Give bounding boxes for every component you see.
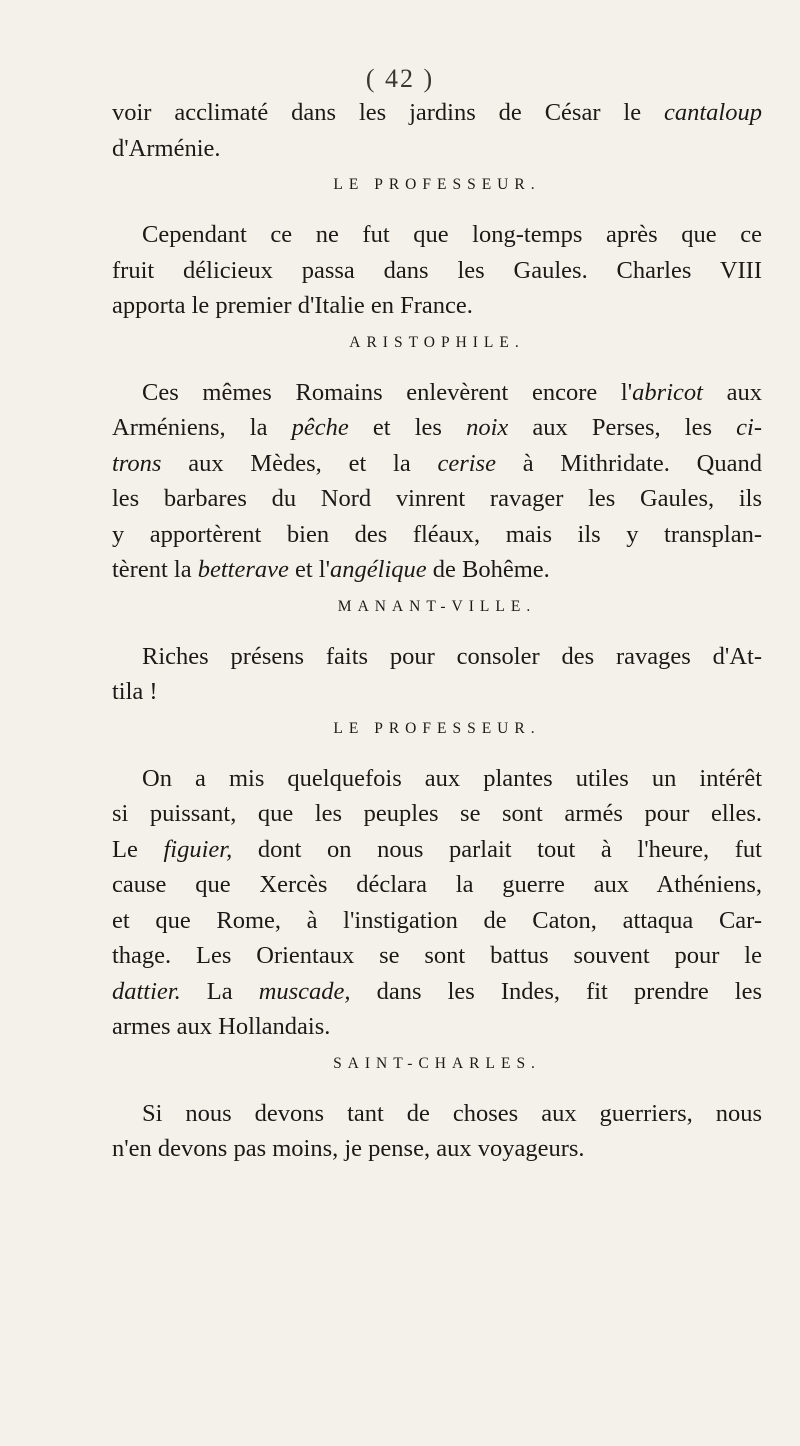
speaker-heading: MANANT-VILLE. (337, 597, 537, 615)
italic-term: abricot (632, 378, 703, 406)
text-line (112, 95, 762, 131)
text-run: cause que Xercès déclara la guerre aux Athéniens, (112, 871, 762, 898)
paragraph (112, 639, 762, 710)
italic-term: cantaloup (664, 99, 762, 126)
text-line (112, 446, 762, 482)
text-line (112, 253, 762, 289)
text-run: Ces mêmes Romains enlevèrent encore l' (142, 378, 633, 406)
text-line (112, 1009, 762, 1045)
text-run: n'en devons pas moins, je pense, aux voyageurs. (112, 1135, 585, 1162)
italic-term: trons (112, 449, 162, 477)
paragraph (112, 761, 762, 1045)
text-line (112, 938, 762, 974)
text-run: tila ! (112, 678, 158, 705)
text-run: d'Arménie. (112, 134, 221, 162)
italic-term: muscade, (258, 977, 351, 1005)
italic-term: angélique (330, 556, 427, 583)
italic-term: noix (466, 414, 509, 441)
text-line (112, 1096, 762, 1132)
text-line (112, 481, 762, 517)
text-line (112, 639, 762, 675)
italic-term: cerise (437, 449, 496, 477)
text-line (112, 375, 762, 411)
speaker-heading: LE PROFESSEUR. (333, 719, 541, 737)
paragraph (112, 95, 762, 166)
text-run: La (180, 977, 259, 1005)
text-run: Le (112, 835, 164, 863)
text-line (112, 517, 762, 553)
text-run: Riches présens faits pour consoler des ravages d'At- (142, 642, 762, 670)
paragraph (112, 217, 762, 324)
italic-term: figuier, (163, 835, 233, 863)
text-line (112, 552, 762, 588)
text-run: les barbares du Nord vinrent ravager les Gaules, ils (112, 485, 762, 512)
text-line (112, 217, 762, 253)
text-run: aux Perses, les (508, 414, 737, 441)
text-line (112, 1131, 762, 1167)
paragraph (112, 375, 762, 588)
text-line (112, 796, 762, 832)
italic-term: dattier. (112, 977, 181, 1005)
text-run: apporta le premier d'Italie en France. (112, 292, 473, 319)
speaker-heading: SAINT-CHARLES. (333, 1054, 541, 1072)
text-line (112, 288, 762, 324)
text-line (112, 903, 762, 939)
page-number: ( 42 ) (365, 64, 435, 93)
text-line (112, 761, 762, 797)
speaker-heading: LE PROFESSEUR. (333, 176, 541, 193)
italic-term: pêche (291, 414, 349, 441)
text-run: Arméniens, la (112, 414, 292, 441)
text-run: à Mithridate. Quand (495, 449, 762, 477)
text-run: aux (702, 378, 762, 406)
text-run: dans les Indes, fit prendre les (350, 977, 762, 1005)
text-run: voir acclimaté dans les jardins de César le (112, 99, 664, 126)
speaker-heading: ARISTOPHILE. (349, 333, 525, 351)
text-line (112, 131, 762, 167)
text-run: armes aux Hollandais. (112, 1013, 331, 1040)
text-line (112, 410, 762, 446)
text-run: y apportèrent bien des fléaux, mais ils y transplan- (112, 520, 762, 548)
text-run: thage. Les Orientaux se sont battus souvent pour le (112, 942, 762, 969)
italic-term: betterave (197, 556, 289, 583)
text-run: aux Mèdes, et la (161, 449, 438, 477)
text-run: dont on nous parlait tout à l'heure, fut (232, 835, 762, 863)
text-line (112, 832, 762, 868)
text-line (112, 974, 762, 1010)
text-run: et l' (288, 556, 331, 583)
text-run: Cependant ce ne fut que long-temps après que ce (142, 221, 762, 248)
text-run: Si nous devons tant de choses aux guerriers, nous (142, 1099, 762, 1127)
text-run: tèrent la (112, 556, 198, 583)
text-run: On a mis quelquefois aux plantes utiles un intérêt (142, 764, 762, 792)
text-run: si puissant, que les peuples se sont armés pour elles. (112, 800, 762, 827)
text-run: de Bohême. (426, 556, 550, 583)
text-line (112, 867, 762, 903)
text-run: et que Rome, à l'instigation de Caton, attaqua Car- (112, 906, 762, 934)
italic-term: ci- (736, 414, 762, 441)
page-text (112, 95, 762, 1167)
text-run: et les (348, 414, 467, 441)
text-run: fruit délicieux passa dans les Gaules. Charles VIII (112, 256, 762, 284)
paragraph (112, 1096, 762, 1167)
text-line (112, 674, 762, 710)
